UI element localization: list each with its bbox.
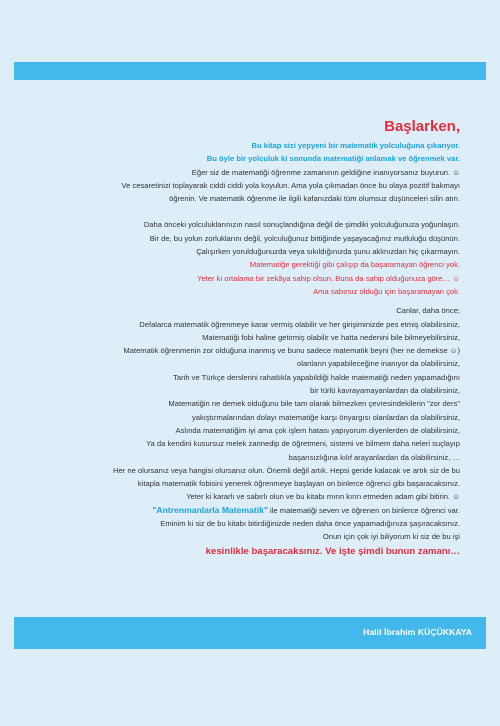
paragraph-line: başarısızlığına kılıf arayanlardan da olabilirsiniz, … bbox=[288, 452, 460, 462]
paragraph-line: Çalışırken yorulduğunuzda veya sıkıldığınızda şunu aklınızdan hiç çıkarmayın. bbox=[196, 247, 460, 257]
paragraph-line: Daha önceki yolculuklarınızın nasıl sonuçlandığına değil de şimdiki yolculuğunuza yoğunlaşın. bbox=[143, 220, 460, 230]
paragraph-line: Her ne olursanız veya hangisi olursanız olun. Önemli değil artık. Hepsi geride kalacak ve artık siz de bu bbox=[113, 465, 460, 475]
page-title: Başlarken, bbox=[384, 118, 460, 135]
intro-line: Bu öyle bir yolculuk ki sonunda matematiği anlamak ve öğrenmek var. bbox=[206, 154, 460, 164]
closing-line: kesinlikle başaracaksınız. Ve işte şimdi bunun zamanı… bbox=[205, 545, 460, 557]
intro-line: Eğer siz de matematiği öğrenme zamanının geldiğine inanıyorsanız buyurun. ☺ bbox=[191, 167, 460, 177]
paragraph-line: Matematiği fobi haline getirmiş olabilir ve hatta nedenini bile bilmeyebilirsiniz, bbox=[202, 332, 460, 342]
top-accent-bar bbox=[14, 62, 486, 80]
paragraph-line: Matematiğin ne demek olduğunu bile tam olarak bilmezken çevresindekilerin "zor ders" bbox=[168, 399, 460, 409]
paragraph-line: kitapla matematik fobisini yenerek öğrenmeye başlayan on binlerce öğrenci gibi başaracaksınız. bbox=[137, 479, 460, 489]
paragraph-line: Canlar, daha önce; bbox=[396, 306, 460, 316]
paragraph-line: yakıştırmalarından dolayı matematiğe karşı önyargısı olanlardan da olabilirsiniz, bbox=[191, 412, 460, 422]
quote-line: Matematiğe gerektiği gibi çalışıp da başaramayan öğrenci yok. bbox=[249, 260, 460, 270]
intro-line: Ve cesaretinizi toplayarak ciddi ciddi yola koyulun. Ama yola çıkmadan önce bu olaya pozitif bakmayı bbox=[121, 180, 460, 190]
quote-line: Yeter ki ortalama bir zekâya sahip olsun. Buna da sahip olduğunuza göre… ☺ bbox=[197, 273, 460, 283]
paragraph-line: Eminim ki siz de bu kitabı bitirdiğinizde neden daha önce yapamadığınıza şaşıracaksınız. bbox=[160, 519, 460, 529]
paragraph-line: Defalarca matematik öğrenmeye karar vermiş olabilir ve her girişiminizde pes etmiş olabilirsiniz, bbox=[139, 319, 460, 329]
intro-line: Bu kitap sizi yepyeni bir matematik yolculuğuna çıkarıyor. bbox=[251, 141, 460, 150]
paragraph-line: Bir de, bu yolun zorluklarını değil, yolculuğunuz bittiğinde yaşayacağınız mutluluğu düşünün. bbox=[149, 233, 460, 243]
paragraph-line: Aslında matematiğim iyi ama çok işlem hatası yapıyorum diyenlerden de olabilirsiniz, bbox=[175, 425, 460, 435]
book-title-line bbox=[30, 504, 460, 517]
paragraph-line: olanların yapabileceğine inanıyor da olabilirsiniz, bbox=[297, 359, 460, 369]
paragraph-line: bir türlü kavrayamayanlardan da olabilirsiniz, bbox=[310, 386, 460, 396]
paragraph-line: Tarih ve Türkçe derslerini rahatlıkla yapabildiği halde matematiği neden yapamadığını bbox=[173, 372, 460, 382]
book-title: "Antrenmanlarla Matematik" bbox=[152, 504, 268, 515]
book-line-rest: ile matematiği seven ve öğrenen on binlerce öğrenci var. bbox=[267, 505, 460, 515]
quote-line: Ama sabırsız olduğu için başaramayan çok. bbox=[313, 286, 460, 296]
paragraph-line: Ya da kendini kusursuz melek zannedip de öğretmeni, sistemi ve bilmem daha neleri suçlayıp bbox=[146, 439, 460, 449]
paragraph-line: Matematik öğrenmenin zor olduğuna inanmış ve bunu sadece matematik beyni (her ne demekse ☺) bbox=[123, 346, 460, 356]
intro-line: öğrenin. Ve matematik öğrenme ile ilgili kafanızdaki tüm olumsuz düşünceleri silin atın. bbox=[169, 194, 460, 204]
paragraph-line: Yeter ki kararlı ve sabırlı olun ve bu kitabı mırın kırın etmeden adam gibi bitirin. ☺ bbox=[186, 492, 460, 502]
paragraph-line: Onun için çok iyi biliyorum ki siz de bu işi bbox=[322, 532, 460, 542]
author-name: Halil İbrahim KÜÇÜKKAYA bbox=[363, 627, 472, 637]
preface-text bbox=[30, 118, 460, 560]
